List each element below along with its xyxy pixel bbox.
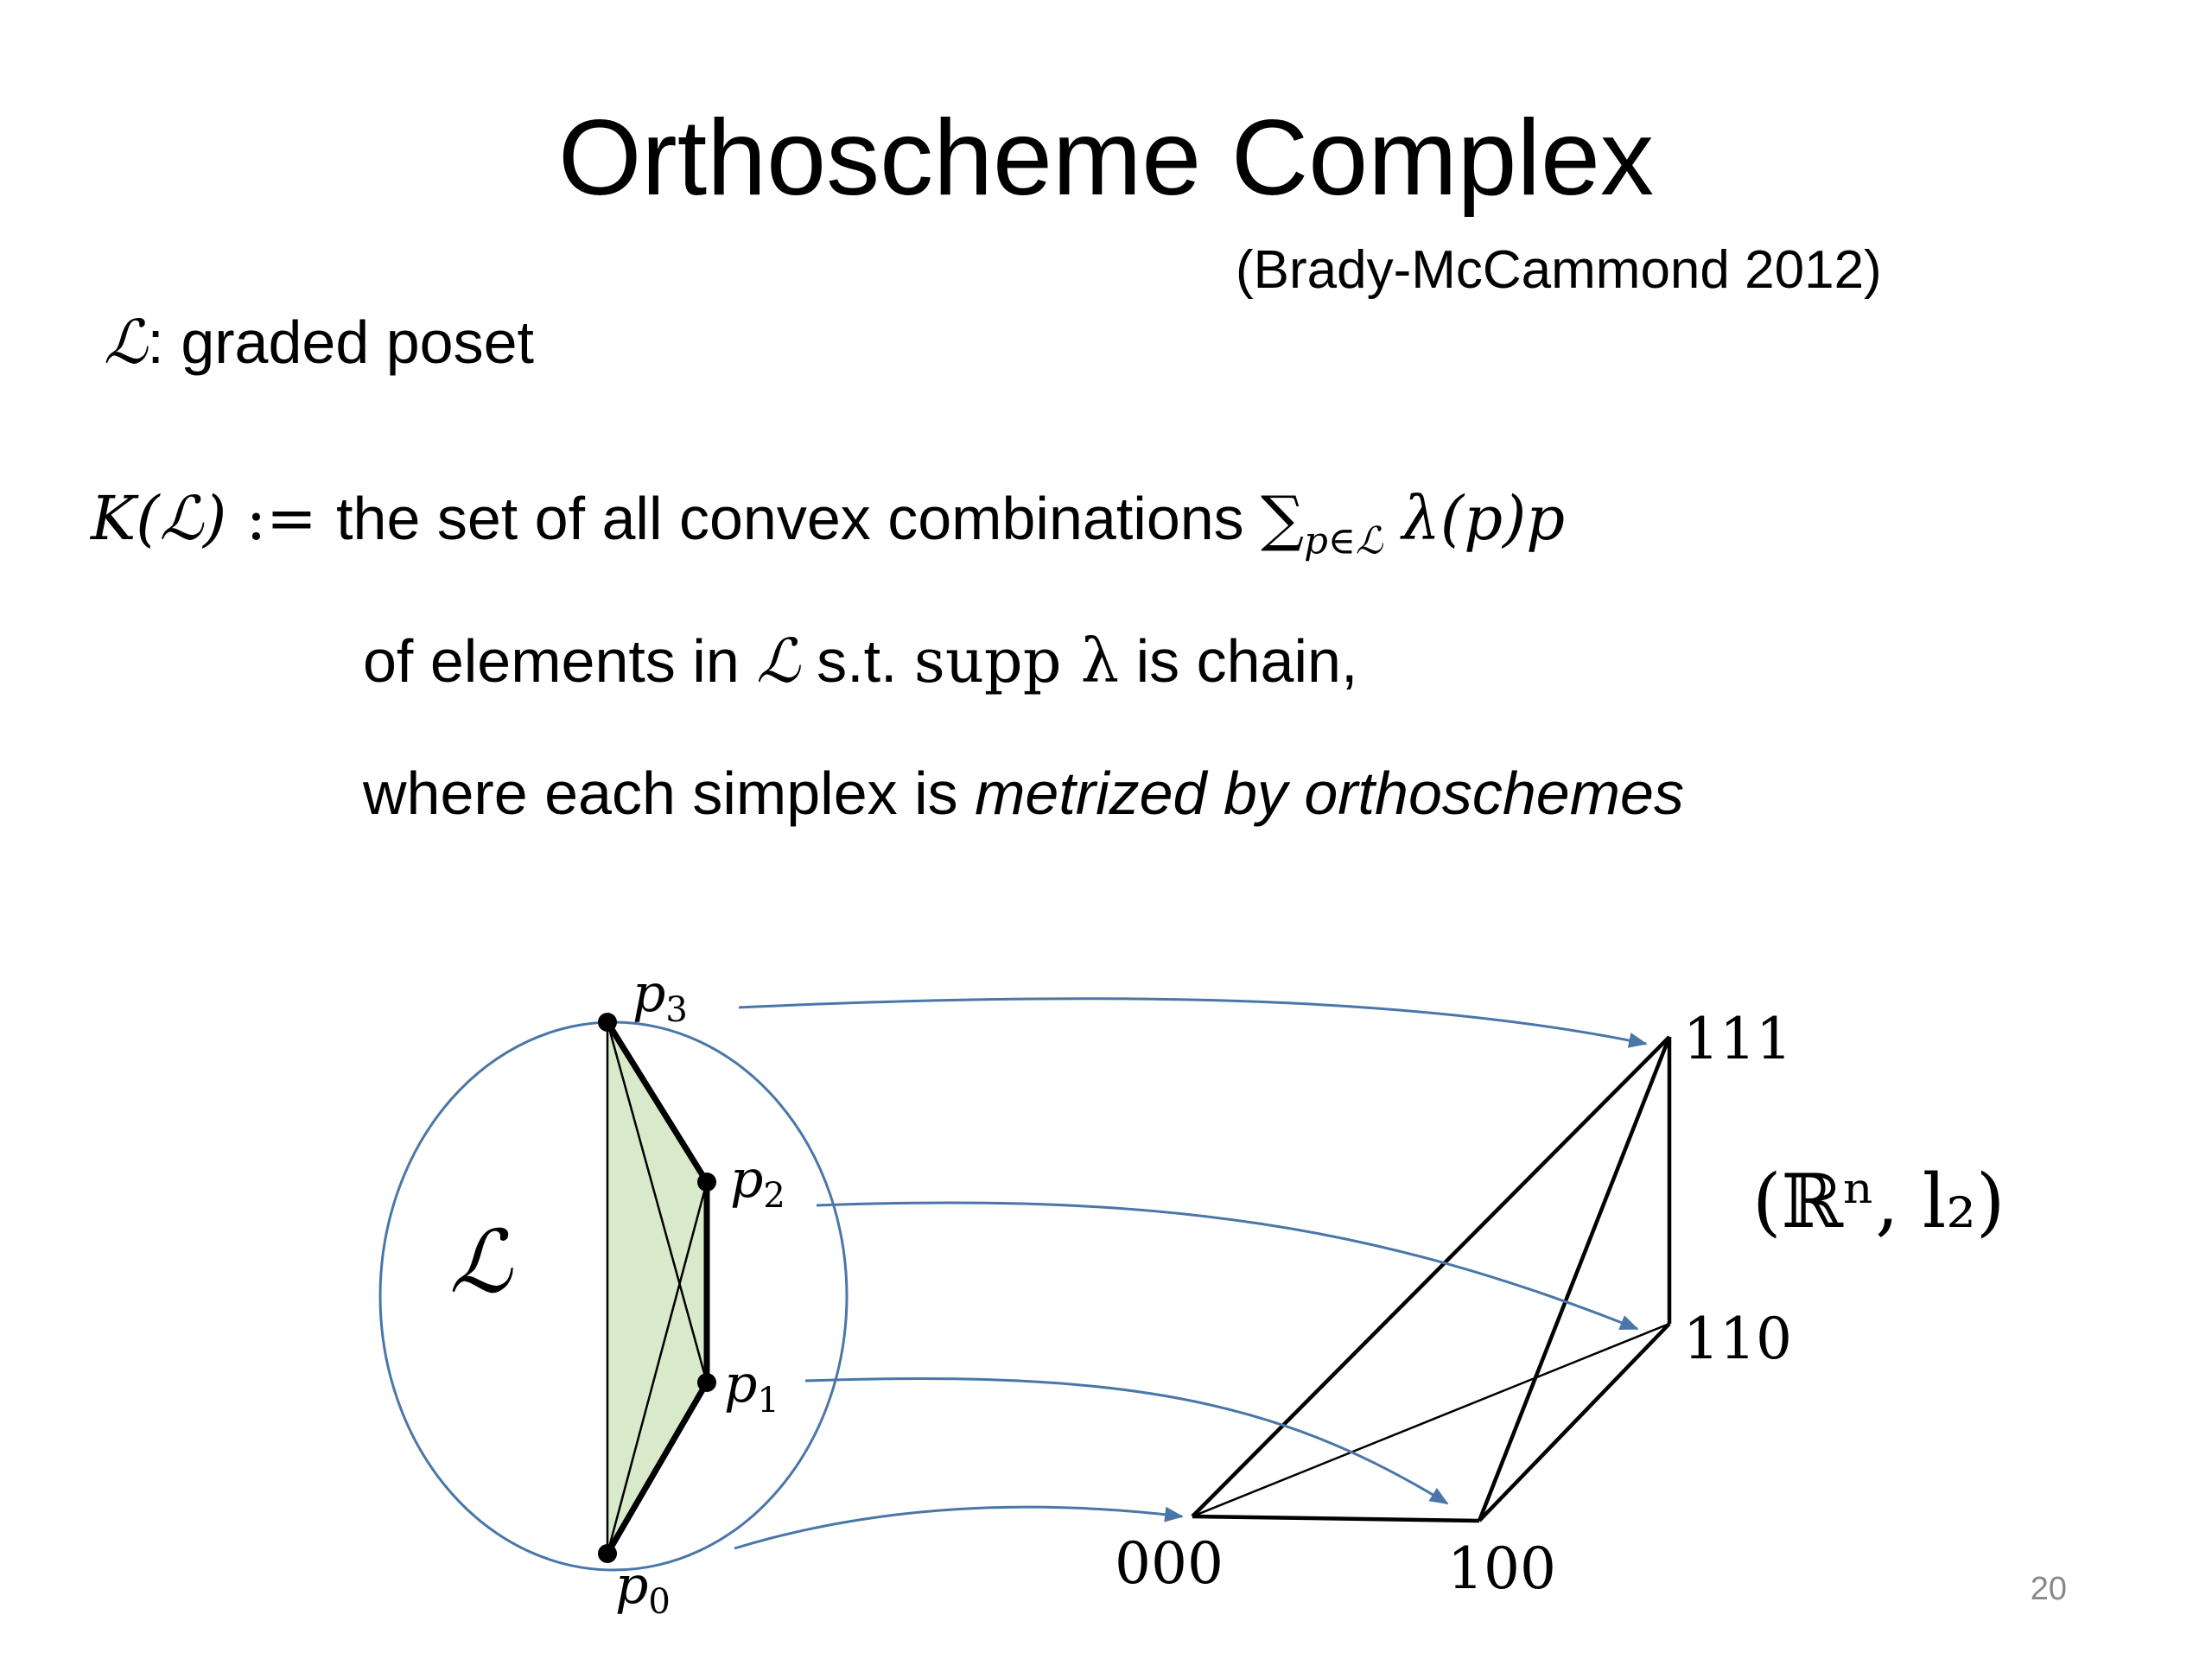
- label-p3-base: p: [632, 963, 666, 1024]
- label-p0-base: p: [615, 1555, 649, 1616]
- metrized-emphasis: metrized by orthoschemes: [975, 760, 1684, 827]
- orthoscheme-edges: [1192, 1037, 1669, 1521]
- mapping-arrows: [734, 999, 1646, 1548]
- k-of-l: K(ℒ): [91, 483, 227, 554]
- vertex-label-000: 000: [1115, 1530, 1224, 1597]
- elements-in-text: of elements in: [363, 627, 757, 695]
- convex-combinations-text: the set of all convex combinations: [336, 485, 1262, 552]
- point-p3: [598, 1013, 617, 1032]
- label-p0-sub: 0: [648, 1582, 671, 1622]
- vertex-label-111: 111: [1683, 1006, 1792, 1072]
- poset-symbol: ℒ: [104, 307, 148, 378]
- label-p3: [632, 963, 688, 1030]
- vertex-label-110: 110: [1683, 1306, 1792, 1372]
- slide-title: Orthoscheme Complex: [557, 99, 1655, 218]
- space-label: (ℝⁿ, l₂): [1752, 1159, 2005, 1245]
- point-p1: [697, 1373, 716, 1392]
- label-p1-base: p: [724, 1354, 758, 1414]
- label-p1-sub: 1: [757, 1381, 779, 1421]
- label-p2-base: p: [730, 1149, 764, 1210]
- supp-lambda: supp λ: [913, 626, 1120, 696]
- label-p1: [724, 1354, 779, 1421]
- point-p2: [697, 1173, 716, 1192]
- sum-subscript: p∈ℒ: [1304, 519, 1383, 563]
- arrow-p3-to-111: [739, 999, 1646, 1044]
- such-that-text: s.t.: [799, 627, 914, 695]
- assign-symbol: :=: [226, 483, 337, 554]
- each-simplex-text: where each simplex is: [363, 760, 976, 827]
- point-p0: [598, 1544, 617, 1563]
- graded-poset-text: : graded poset: [147, 308, 534, 376]
- label-p2-sub: 2: [763, 1176, 785, 1216]
- label-p2: [730, 1149, 785, 1216]
- arrow-p2-to-110: [817, 1203, 1637, 1329]
- arrow-p1-to-100: [805, 1378, 1447, 1503]
- is-chain-text: is chain,: [1119, 627, 1358, 695]
- poset-label: ℒ: [449, 1211, 512, 1313]
- citation: (Brady-McCammond 2012): [1236, 240, 1882, 300]
- label-p3-sub: 3: [665, 990, 688, 1030]
- vertex-label-100: 100: [1447, 1535, 1556, 1602]
- page-number: 20: [2030, 1571, 2067, 1607]
- poset-symbol-inline: ℒ: [756, 626, 800, 696]
- sum-body: λ(p)p: [1382, 483, 1566, 554]
- sum-sign: ∑: [1261, 483, 1305, 554]
